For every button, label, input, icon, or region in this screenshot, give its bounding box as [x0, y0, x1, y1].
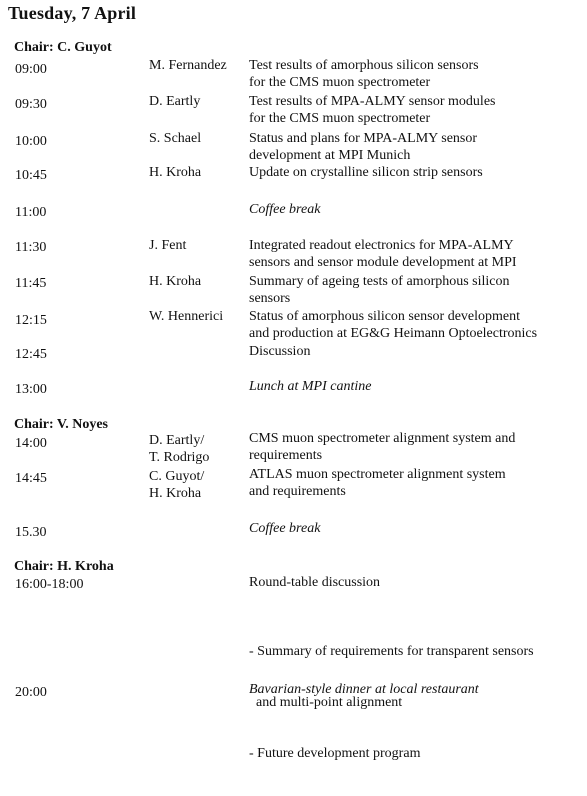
- time-slot: 12:15: [15, 313, 47, 328]
- speaker: [149, 130, 201, 147]
- talk-title-line: Lunch at MPI cantine: [249, 379, 372, 394]
- speaker: [149, 432, 209, 466]
- speaker-line: C. Guyot/: [149, 469, 205, 484]
- time-slot: 11:45: [15, 276, 47, 291]
- time-slot: 09:30: [15, 97, 47, 112]
- talk-title: [249, 273, 510, 307]
- speaker-line: S. Schael: [149, 131, 202, 146]
- break-label: [249, 201, 320, 218]
- time-slot: 12:45: [15, 347, 47, 362]
- talk-title-line: for the CMS muon spectrometer: [249, 111, 431, 126]
- discussion-topics: [249, 609, 534, 796]
- time-slot: 11:30: [15, 240, 47, 255]
- time-slot: 15.30: [15, 525, 47, 540]
- speaker: [149, 273, 201, 290]
- talk-title-line: Integrated readout electronics for MPA-ALMY: [249, 238, 514, 253]
- talk-title-line: Status and plans for MPA-ALMY sensor: [249, 131, 478, 146]
- time-slot: 09:00: [15, 62, 47, 77]
- speaker: [149, 57, 227, 74]
- talk-title: [249, 93, 495, 127]
- session-chair: Chair: C. Guyot: [14, 40, 112, 55]
- talk-title-line: sensors and sensor module development at MPI: [249, 255, 517, 270]
- talk-title: [249, 164, 483, 181]
- speaker-line: H. Kroha: [149, 486, 202, 501]
- talk-title-line: Discussion: [249, 344, 311, 359]
- talk-title: [249, 466, 506, 500]
- talk-title: [249, 130, 477, 164]
- talk-title-line: Test results of amorphous silicon sensors: [249, 58, 479, 73]
- talk-title-line: Update on crystalline silicon strip sensors: [249, 165, 483, 180]
- speaker-line: D. Eartly/: [149, 433, 205, 448]
- speaker-line: D. Eartly: [149, 94, 201, 109]
- topic-line: - Future development program: [249, 746, 421, 761]
- speaker: [149, 468, 204, 502]
- talk-title-line: Coffee break: [249, 202, 321, 217]
- talk-title-line: Round-table discussion: [249, 575, 381, 590]
- break-label: [249, 520, 320, 537]
- talk-title-line: Summary of ageing tests of amorphous silicon: [249, 274, 510, 289]
- speaker-line: J. Fent: [149, 238, 187, 253]
- speaker: [149, 308, 223, 325]
- speaker-line: H. Kroha: [149, 274, 202, 289]
- talk-title-line: and production at EG&G Heimann Optoelectronics: [249, 326, 538, 341]
- talk-title-line: Status of amorphous silicon sensor development: [249, 309, 521, 324]
- session-chair: Chair: H. Kroha: [14, 559, 114, 574]
- talk-title: [249, 57, 479, 91]
- talk-title-line: Bavarian-style dinner at local restaurant: [249, 682, 479, 697]
- talk-title: [249, 343, 310, 360]
- talk-title-line: and requirements: [249, 484, 346, 499]
- topic-line: - Summary of requirements for transparent sensors: [249, 644, 534, 659]
- time-slot: 10:45: [15, 168, 47, 183]
- talk-title-line: for the CMS muon spectrometer: [249, 75, 431, 90]
- topic-line: and multi-point alignment: [249, 695, 403, 710]
- talk-title-line: development at MPI Munich: [249, 148, 411, 163]
- talk-title-line: requirements: [249, 448, 323, 463]
- talk-title: [249, 237, 517, 271]
- time-slot: 16:00-18:00: [15, 577, 84, 592]
- speaker: [149, 237, 186, 254]
- talk-title: [249, 308, 537, 342]
- speaker-line: M. Fernandez: [149, 58, 227, 73]
- speaker-line: H. Kroha: [149, 165, 202, 180]
- speaker: [149, 93, 200, 110]
- speaker: [149, 164, 201, 181]
- time-slot: 10:00: [15, 134, 47, 149]
- time-slot: 14:45: [15, 471, 47, 486]
- talk-title-line: sensors: [249, 291, 291, 306]
- talk-title-line: CMS muon spectrometer alignment system and: [249, 431, 516, 446]
- talk-title: [249, 574, 380, 591]
- talk-title-line: Coffee break: [249, 521, 321, 536]
- time-slot: 13:00: [15, 382, 47, 397]
- session-chair: Chair: V. Noyes: [14, 417, 108, 432]
- time-slot: 14:00: [15, 436, 47, 451]
- time-slot: 20:00: [15, 685, 47, 700]
- dinner-label: [249, 681, 479, 698]
- speaker-line: T. Rodrigo: [149, 450, 210, 465]
- break-label: [249, 378, 371, 395]
- talk-title-line: ATLAS muon spectrometer alignment system: [249, 467, 506, 482]
- time-slot: 11:00: [15, 205, 47, 220]
- talk-title: [249, 430, 515, 464]
- talk-title-line: Test results of MPA-ALMY sensor modules: [249, 94, 496, 109]
- speaker-line: W. Hennerici: [149, 309, 224, 324]
- day-title: Tuesday, 7 April: [8, 3, 137, 23]
